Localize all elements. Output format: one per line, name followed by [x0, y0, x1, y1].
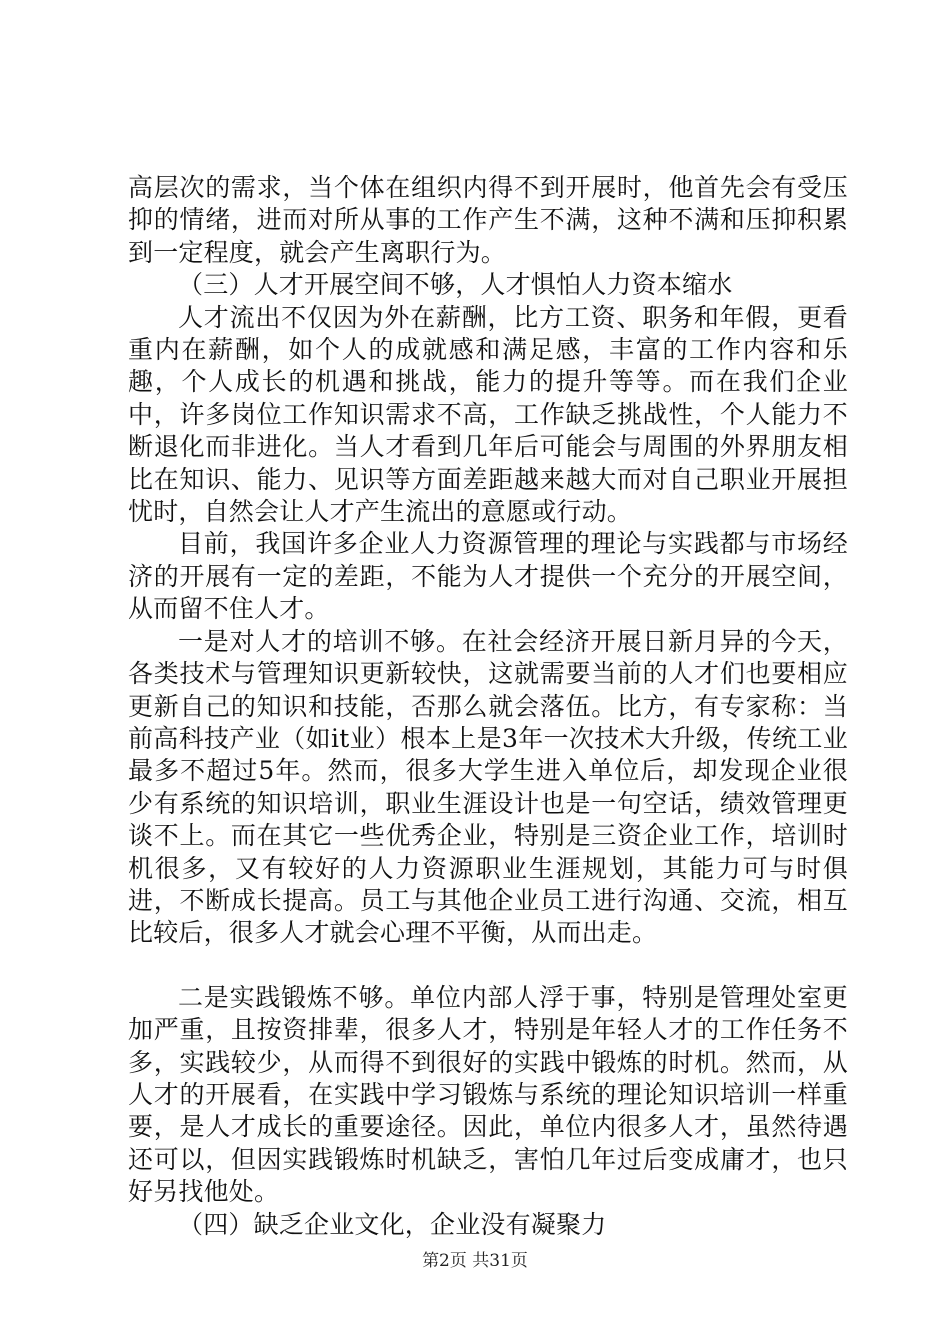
document-body [128, 172, 848, 1241]
paragraph-continuation: 高层次的需求，当个体在组织内得不到开展时，他首先会有受压抑的情绪，进而对所从事的工作产生不满，这种不满和压抑积累到一定程度，就会产生离职行为。 [128, 173, 848, 267]
section-heading-4: （四）缺乏企业文化，企业没有凝聚力 [178, 1209, 607, 1239]
section-heading-3: （三）人才开展空间不够，人才惧怕人力资本缩水 [178, 270, 733, 300]
page-number-label: 第2页 共31页 [422, 1251, 528, 1271]
paragraph-current-situation: 目前，我国许多企业人力资源管理的理论与实践都与市场经济的开展有一定的差距，不能为人才提供一个充分的开展空间，从而留不住人才。 [128, 529, 848, 624]
paragraph-training-insufficient: 一是对人才的培训不够。在社会经济开展日新月异的今天，各类技术与管理知识更新较快，这就需要当前的人才们也要相应更新自己的知识和技能，否那么就会落伍。比方，有专家称：当前高科技产业（如it业）根本上是3年一次技术大升级，传统工业最多不超过5年。然而，很多大学生进入单位后，却发现企业很少有系统的知识培训，职业生涯设计也是一句空话，绩效管理更谈不上。而在其它一些优秀企业，特别是三资企业工作，培训时机很多，又有较好的人力资源职业生涯规划，其能力可与时俱进，不断成长提高。员工与其他企业员工进行沟通、交流，相互比较后，很多人才就会心理不平衡，从而出走。 [128, 626, 848, 948]
page-footer [0, 1246, 950, 1271]
paragraph-spacer [128, 950, 848, 982]
paragraph-talent-outflow: 人才流出不仅因为外在薪酬，比方工资、职务和年假，更看重内在薪酬，如个人的成就感和满足感，丰富的工作内容和乐趣，个人成长的机遇和挑战，能力的提升等等。而在我们企业中，许多岗位工作知识需求不高，工作缺乏挑战性，个人能力不断退化而非进化。当人才看到几年后可能会与周围的外界朋友相比在知识、能力、见识等方面差距越来越大而对自己职业开展担忧时，自然会让人才产生流出的意愿或行动。 [128, 302, 848, 527]
paragraph-practice-insufficient: 二是实践锻炼不够。单位内部人浮于事，特别是管理处室更加严重，且按资排辈，很多人才，特别是年轻人才的工作任务不多，实践较少，从而得不到很好的实践中锻炼的时机。然而，从人才的开展看，在实践中学习锻炼与系统的理论知识培训一样重要，是人才成长的重要途径。因此，单位内很多人才，虽然待遇还可以，但因实践锻炼时机缺乏，害怕几年过后变成庸才，也只好另找他处。 [128, 982, 848, 1207]
